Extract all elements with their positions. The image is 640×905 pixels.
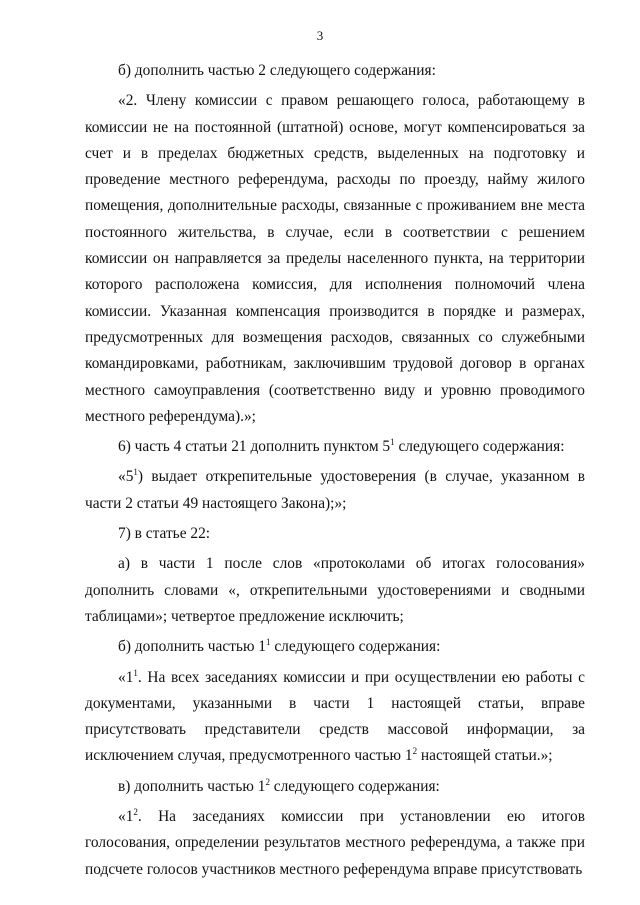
- paragraph-7b-sup: 1: [266, 637, 271, 648]
- paragraph-7v-text-a: в) дополнить частью 1: [118, 777, 266, 795]
- paragraph-1-2-text-a: «1: [118, 808, 134, 826]
- paragraph-part2-text: «2. Члену комиссии с правом решающего голоса, работающему в комиссии не на постоянной (штатной) основе, могут компенсироваться за счет и в пределах бюджетных средств, выделенных на подготовку и проведение местного референдума, расходы по проезду, найму жилого помещения, дополнительные расходы, связанные с проживанием вне места постоянного жительства, в случае, если в соответствии с решением комиссии он направляется за пределы населенного пункта, на территории которого расположена комиссия, для исполнения полномочий члена комиссии. Указанная компенсация производится в порядке и размерах, предусмотренных для возмещения расходов, связанных со служебными командировками, работникам, заключившим трудовой договор в органах местного самоуправления (соответственно виду и уровню проводимого местного референдума).»;: [85, 92, 585, 425]
- paragraph-1-1-text-b: . На всех заседаниях комиссии и при осуществлении ею работы с документами, указанными в части 1 настоящей статьи, вправе присутствовать представители средств массовой информации, за исключением случая, предусмотренного частью 1: [85, 668, 585, 765]
- paragraph-5-1-sup: 1: [133, 467, 138, 478]
- paragraph-1-1: [85, 665, 585, 770]
- paragraph-5-1-text-b: ) выдает открепительные удостоверения (в случае, указанном в части 2 статьи 49 настоящего Закона);»;: [85, 468, 585, 512]
- paragraph-6-text-a: 6) часть 4 статьи 21 дополнить пунктом 5: [118, 438, 391, 456]
- paragraph-1-2-text-b: . На заседаниях комиссии при установлении ею итогов голосования, определении результатов местного референдума, а также при подсчете голосов участников местного референдума вправе присутствовать: [85, 808, 585, 878]
- page-number: 3: [316, 28, 324, 43]
- paragraph-7b: [85, 634, 585, 660]
- paragraph-7b-text-b: следующего содержания:: [270, 638, 441, 656]
- paragraph-7: 7) в статье 22:: [118, 525, 211, 543]
- paragraph-6-text-b: следующего содержания:: [394, 438, 565, 456]
- paragraph-6: [85, 434, 585, 460]
- paragraph-1-1-sup: 1: [133, 667, 138, 678]
- paragraph-5-1-text-a: «5: [118, 468, 134, 486]
- paragraph-7v-text-b: следующего содержания:: [269, 777, 440, 795]
- paragraph-1-1-sup2: 2: [412, 746, 418, 757]
- paragraph-1-1-text-c: настоящей статьи.»;: [417, 747, 553, 765]
- paragraph-7v-sup: 2: [265, 776, 270, 787]
- paragraph-6-sup: 1: [390, 437, 395, 448]
- paragraph-b-part2: б) дополнить частью 2 следующего содержания:: [118, 62, 436, 79]
- document-body: [85, 58, 585, 883]
- paragraph-7v: [85, 774, 585, 800]
- paragraph-1-2-sup: 2: [133, 807, 138, 818]
- paragraph-7a: а) в части 1 после слов «протоколами об итогах голосования» дополнить словами «, открепительными удостоверениями и сводными таблицами»; четвертое предложение исключить;: [85, 555, 585, 625]
- paragraph-1-2: [85, 804, 585, 883]
- paragraph-5-1: [85, 464, 585, 517]
- paragraph-7b-text-a: б) дополнить частью 1: [118, 638, 266, 656]
- paragraph-1-1-text-a: «1: [118, 668, 134, 686]
